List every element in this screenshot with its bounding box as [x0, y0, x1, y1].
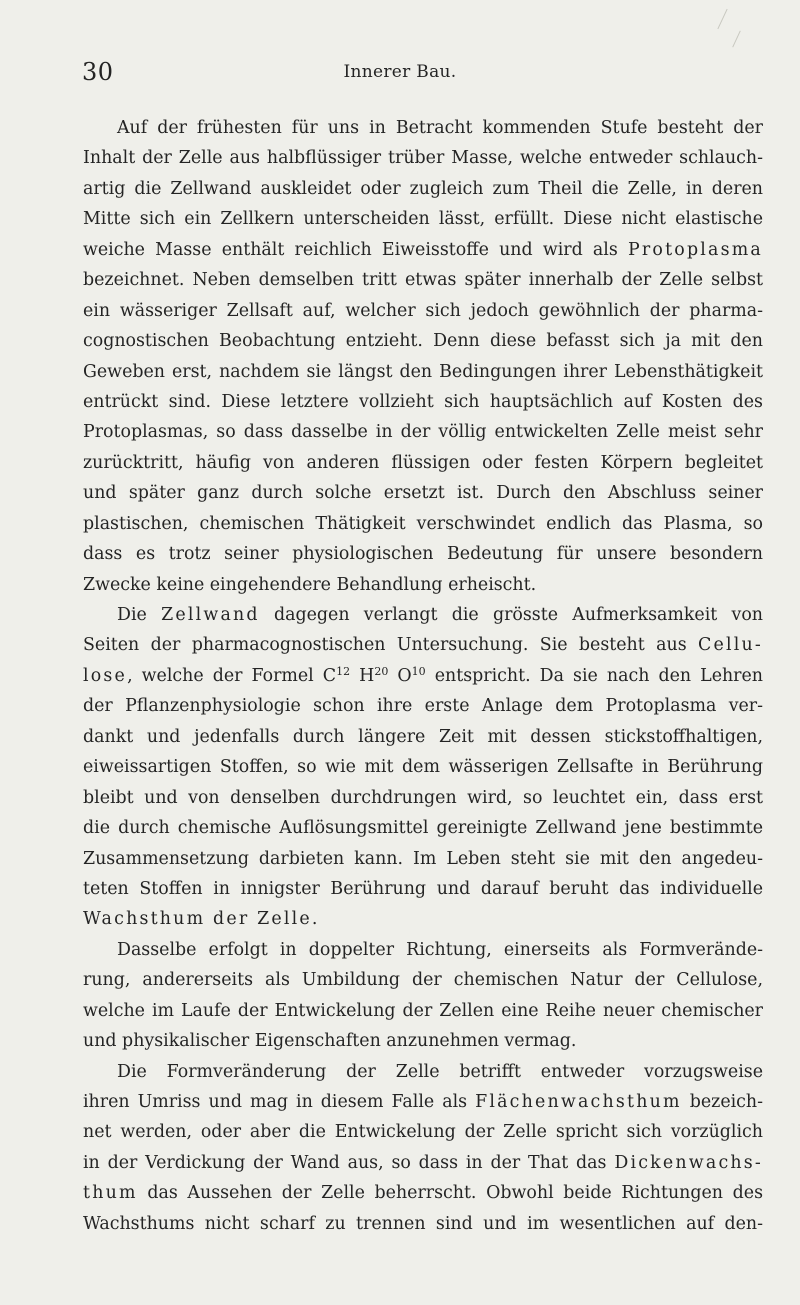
text-segment: und physikalischer Eigenschaften anzunehmen vermag. [83, 1031, 577, 1052]
text-segment: Dasselbe erfolgt in doppelter Richtung, einerseits als Formverände- [117, 939, 763, 960]
text-line [83, 996, 763, 1026]
emphasized-term: Wachsthum der Zelle. [83, 909, 320, 930]
text-segment: das Aussehen der Zelle beherrscht. Obwohl beide Richtungen des [137, 1183, 763, 1204]
text-segment: rung, andererseits als Umbildung der chemischen Natur der Cellulose, [83, 970, 763, 991]
text-segment: H [350, 665, 375, 686]
text-segment: weiche Masse enthält reichlich Eiweisstoffe und wird als [83, 239, 628, 260]
text-segment: zurücktritt, häufig von anderen flüssigen oder festen Körpern begleitet [83, 452, 763, 473]
text-line [83, 630, 763, 660]
text-line [83, 904, 763, 934]
text-line [83, 600, 763, 630]
text-line [83, 1148, 763, 1178]
emphasized-term: Flächenwachsthum [475, 1092, 682, 1112]
text-line [83, 752, 763, 782]
text-segment: Geweben erst, nachdem sie längst den Bedingungen ihrer Lebensthätigkeit [83, 361, 763, 382]
text-line [83, 1117, 763, 1147]
text-segment: die durch chemische Auflösungsmittel gereinigte Zellwand jene bestimmte [83, 818, 763, 839]
text-segment: dankt und jedenfalls durch längere Zeit mit dessen stickstoffhaltigen, [83, 726, 763, 747]
text-segment: in der Verdickung der Wand aus, so dass in der That das [83, 1152, 615, 1173]
text-segment: Zwecke keine eingehendere Behandlung erheischt. [83, 574, 537, 595]
text-line [83, 935, 763, 965]
text-segment: und später ganz durch solche ersetzt ist. Durch den Abschluss seiner [83, 483, 763, 504]
body-text [83, 113, 763, 1239]
text-line [83, 204, 763, 234]
text-line [83, 265, 763, 295]
text-segment: Auf der frühesten für uns in Betracht kommenden Stufe besteht der [117, 118, 763, 138]
text-segment: teten Stoffen in innigster Berührung und darauf beruht das individuelle [83, 878, 763, 899]
emphasized-term: Protoplasma [628, 239, 763, 260]
text-segment: net werden, oder aber die Entwickelung der Zelle spricht sich vorzüglich [83, 1122, 763, 1143]
text-segment: Zusammensetzung darbieten kann. Im Leben steht sie mit den angedeu- [83, 848, 763, 869]
text-line [83, 570, 763, 600]
text-line [83, 874, 763, 904]
text-line [83, 965, 763, 995]
text-segment: bezeichnet. Neben demselben tritt etwas später innerhalb der Zelle selbst [83, 270, 763, 291]
text-segment: , welche der Formel C [127, 665, 337, 686]
text-segment: plastischen, chemischen Thätigkeit verschwindet endlich das Plasma, so [83, 513, 763, 534]
emphasized-term: Dickenwachs- [614, 1152, 763, 1173]
text-line [83, 691, 763, 721]
text-line [83, 844, 763, 874]
text-line [83, 1026, 763, 1056]
text-line [83, 296, 763, 326]
text-line [83, 1057, 763, 1087]
text-segment: dass es trotz seiner physiologischen Bedeutung für unsere besondern [83, 544, 763, 565]
text-line [83, 509, 763, 539]
text-line [83, 235, 763, 265]
text-segment: Mitte sich ein Zellkern unterscheiden lässt, erfüllt. Diese nicht elastische [83, 209, 763, 230]
page-edge-mark [732, 31, 741, 48]
text-line [83, 478, 763, 508]
text-line [83, 174, 763, 204]
emphasized-term: Zellwand [161, 605, 260, 625]
emphasized-term: lose [83, 665, 128, 686]
superscript: 12 [336, 664, 351, 678]
text-line [83, 326, 763, 356]
text-line [83, 661, 763, 691]
text-segment: artig die Zellwand auskleidet oder zugleich zum Theil die Zelle, in deren [83, 178, 763, 199]
text-line [83, 417, 763, 447]
text-segment: Die [117, 605, 162, 625]
text-line [83, 387, 763, 417]
text-segment: Protoplasmas, so dass dasselbe in der völlig entwickelten Zelle meist sehr [83, 422, 763, 443]
text-line [83, 1178, 763, 1208]
text-line [83, 722, 763, 752]
text-line [83, 783, 763, 813]
page-edge-mark [717, 9, 727, 29]
superscript: 10 [411, 664, 426, 678]
page-number: 30 [82, 58, 114, 86]
text-segment: welche im Laufe der Entwickelung der Zellen eine Reihe neuer chemischer [83, 1000, 763, 1021]
text-segment: Seiten der pharmacognostischen Untersuchung. Sie besteht aus [83, 635, 698, 656]
text-segment: entspricht. Da sie nach den Lehren [425, 665, 763, 686]
text-segment: eiweissartigen Stoffen, so wie mit dem wässerigen Zellsafte in Berührung [83, 757, 763, 778]
emphasized-term: Cellu- [698, 635, 763, 656]
text-segment: O [388, 665, 412, 686]
superscript: 20 [374, 664, 389, 678]
text-segment: ihren Umriss und mag in diesem Falle als [83, 1092, 476, 1112]
text-segment: dagegen verlangt die grösste Aufmerksamkeit von [259, 605, 763, 625]
text-segment: entrückt sind. Diese letztere vollzieht sich hauptsächlich auf Kosten des [83, 391, 763, 412]
text-segment: Wachsthums nicht scharf zu trennen sind und im wesentlichen auf den- [83, 1213, 763, 1234]
text-line [83, 113, 763, 143]
text-segment: cognostischen Beobachtung entzieht. Denn diese befasst sich ja mit den [83, 331, 763, 352]
text-segment: ein wässeriger Zellsaft auf, welcher sich jedoch gewöhnlich der pharma- [83, 300, 763, 321]
text-segment: bezeich- [681, 1092, 763, 1112]
text-segment: bleibt und von denselben durchdrungen wird, so leuchtet ein, dass erst [83, 787, 763, 808]
text-line [83, 1087, 763, 1117]
text-line [83, 813, 763, 843]
text-segment: Inhalt der Zelle aus halbflüssiger trüber Masse, welche entweder schlauch- [83, 148, 763, 169]
text-line [83, 539, 763, 569]
text-line [83, 1209, 763, 1239]
text-segment: Die Formveränderung der Zelle betrifft entweder vorzugsweise [117, 1061, 763, 1082]
text-line [83, 143, 763, 173]
text-line [83, 448, 763, 478]
running-title: Innerer Bau. [343, 62, 457, 82]
text-segment: der Pflanzenphysiologie schon ihre erste Anlage dem Protoplasma ver- [83, 696, 763, 717]
emphasized-term: thum [83, 1183, 138, 1204]
text-line [83, 357, 763, 387]
